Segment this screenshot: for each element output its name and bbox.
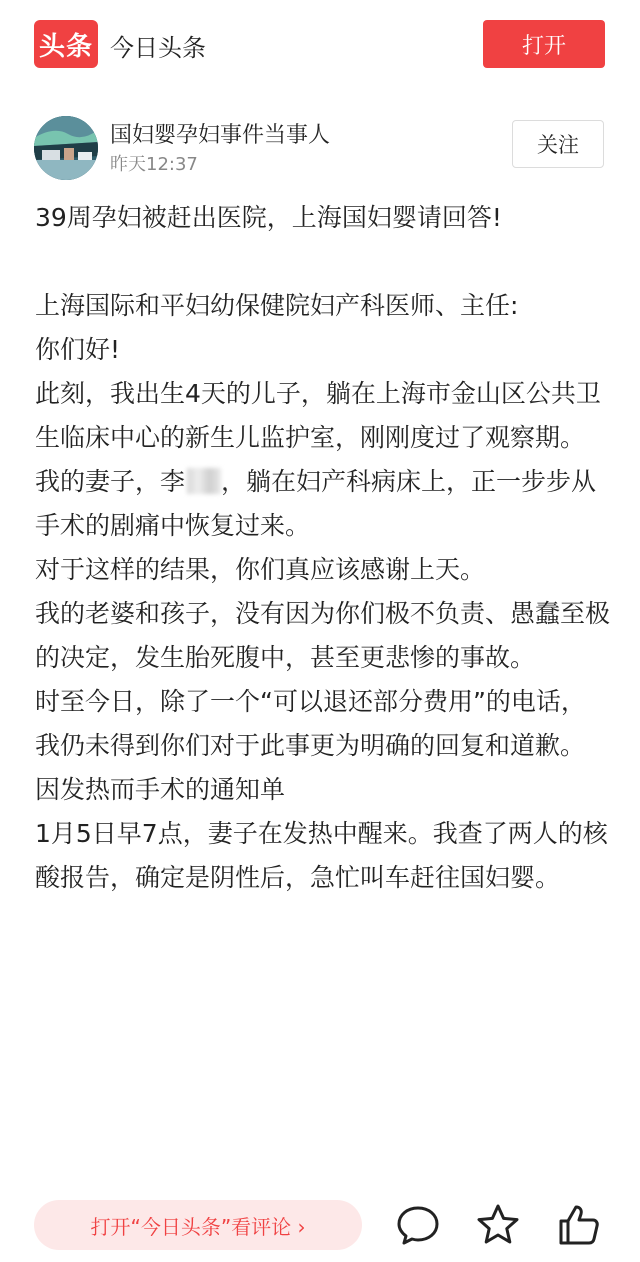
greeting: 你们好! bbox=[35, 335, 121, 364]
like-icon[interactable] bbox=[556, 1202, 602, 1248]
app-name: 今日头条 bbox=[110, 34, 206, 62]
logo-text: 头条 bbox=[38, 31, 93, 62]
follow-button[interactable]: 关注 bbox=[512, 120, 604, 168]
open-comments-button[interactable]: 打开“今日头条”看评论 › bbox=[34, 1200, 362, 1250]
text-segment: ，躺在妇产科病床上，正一步步从手术的剧痛中恢复过来。 bbox=[35, 467, 597, 540]
comment-icon[interactable] bbox=[395, 1202, 441, 1248]
avatar[interactable] bbox=[34, 116, 98, 180]
paragraph: 对于这样的结果，你们真应该感谢上天。 bbox=[35, 555, 486, 584]
author-row bbox=[0, 100, 640, 190]
salutation: 上海国际和平妇幼保健院妇产科医师、主任: bbox=[35, 291, 519, 320]
author-name[interactable]: 国妇婴孕妇事件当事人 bbox=[110, 123, 331, 148]
post-time: 昨天12:37 bbox=[110, 154, 198, 175]
article-title: 39周孕妇被赶出医院，上海国妇婴请回答! bbox=[35, 203, 502, 232]
top-bar bbox=[0, 0, 640, 94]
star-icon[interactable] bbox=[475, 1202, 521, 1248]
paragraph: 我的老婆和孩子，没有因为你们极不负责、愚蠢至极的决定，发生胎死腹中，甚至更悲惨的事故。 bbox=[35, 599, 611, 672]
article-body bbox=[35, 196, 610, 900]
paragraph bbox=[35, 460, 610, 548]
redacted-name bbox=[187, 468, 221, 494]
paragraph: 此刻，我出生4天的儿子，躺在上海市金山区公共卫生临床中心的新生儿监护室，刚刚度过了观察期。 bbox=[35, 379, 601, 452]
bottom-bar bbox=[0, 1194, 640, 1262]
app-logo[interactable] bbox=[34, 20, 98, 68]
avatar-image bbox=[34, 116, 98, 180]
blank-line bbox=[35, 240, 610, 284]
open-app-button[interactable]: 打开 bbox=[483, 20, 605, 68]
text-segment: 我的妻子，李 bbox=[35, 467, 186, 496]
paragraph: 时至今日，除了一个“可以退还部分费用”的电话，我仍未得到你们对于此事更为明确的回复和道歉。 bbox=[35, 687, 586, 760]
paragraph: 1月5日早7点，妻子在发热中醒来。我查了两人的核酸报告，确定是阴性后，急忙叫车赶往国妇婴。 bbox=[35, 819, 608, 892]
paragraph: 因发热而手术的通知单 bbox=[35, 775, 286, 804]
